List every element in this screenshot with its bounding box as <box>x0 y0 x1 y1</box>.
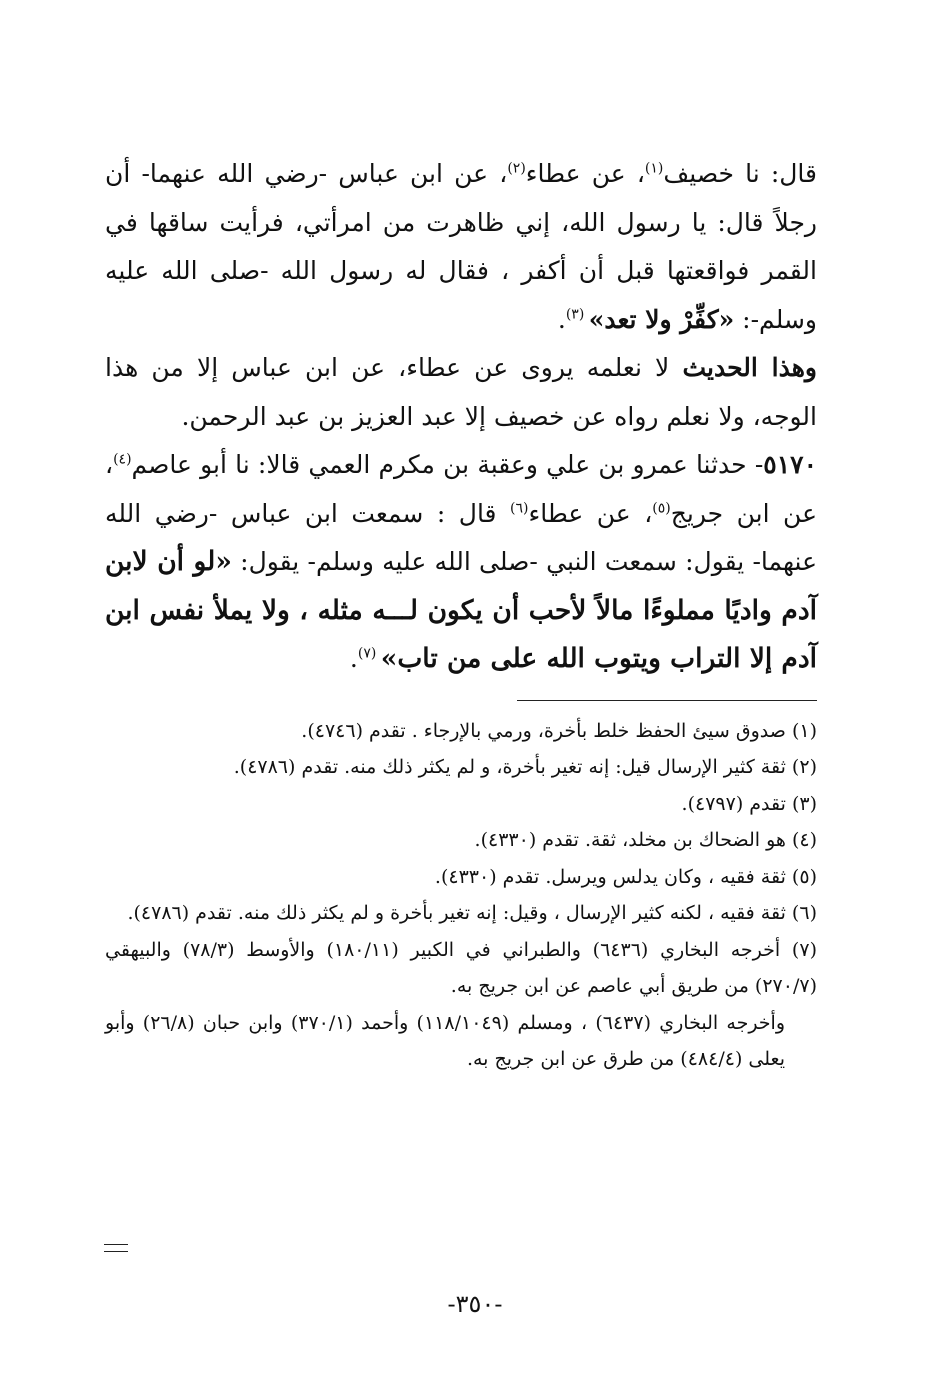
paragraph-hadith-5170 <box>105 441 817 684</box>
hadith-number: ٥١٧٠ <box>763 450 817 479</box>
footnote-3: (٣) تقدم (٤٧٩٧). <box>681 792 817 815</box>
footnote-6: (٦) ثقة فقيه ، لكنه كثير الإرسال ، وقيل: إنه تغير بأخرة و لم يكثر ذلك منه. تقدم (٤٧٨٦). <box>127 902 817 924</box>
footnote-ref[interactable]: (٣) <box>565 306 589 323</box>
text: ، عن عطاء <box>528 498 653 528</box>
footnote-4: (٤) هو الضحاك بن مخلد، ثقة. تقدم (٤٣٣٠). <box>474 829 817 851</box>
footnote-5: (٥) ثقة فقيه ، وكان يدلس ويرسل. تقدم (٤٣٣٠). <box>434 865 817 888</box>
text: . <box>557 304 566 334</box>
text: ، عن ابن جريج <box>105 450 817 528</box>
paragraph-commentary <box>105 344 817 441</box>
text: ، عن عطاء <box>525 159 645 188</box>
footnote-ref[interactable]: (١) <box>644 160 664 177</box>
footnote-7-continued: وأخرجه البخاري (٦٤٣٧) ، ومسلم (١١٨/١٠٤٩) وأحمد (٣٧٠/١) وابن حبان (٢٦/٨) وأبو يعلى (٤٨٤/٤) من طرق عن ابن جريج به. <box>105 1011 785 1070</box>
footnote-ref[interactable]: (٥) <box>652 500 671 517</box>
footnote-ref[interactable]: (٢) <box>507 160 526 177</box>
hadith-quote: «لو أن لابن آدم واديًا مملوءًا مالاً لأحب أن يكون لـــه مثله ، ولا يملأ نفس ابن آدم إلا التراب ويتوب الله على من تاب» <box>105 546 817 674</box>
text: لا نعلمه يروى عن عطاء، عن ابن عباس إلا من هذا الوجه، ولا نعلم رواه عن خصيف إلا عبد العزيز بن عبد الرحمن. <box>105 353 817 431</box>
footnote-1: (١) صدوق سيئ الحفظ خلط بأخرة، ورمي بالإرجاء . تقدم (٤٧٤٦). <box>301 719 817 742</box>
footnote-7: (٧) أخرجه البخاري (٦٤٣٦) والطبراني في الكبير (١٨٠/١١) والأوسط (٧٨/٣) والبيهقي (٢٧٠/٧) من طريق أبي عاصم عن ابن جريج به. <box>105 938 817 997</box>
footnote-separator <box>517 700 817 701</box>
footnote-2: (٢) ثقة كثير الإرسال قيل: إنه تغير بأخرة، و لم يكثر ذلك منه. تقدم (٤٧٨٦). <box>233 756 817 778</box>
text: - حدثنا عمرو بن علي وعقبة بن مكرم العمي قالا: نا أبو عاصم <box>131 450 764 479</box>
main-text <box>105 150 817 684</box>
footnote-ref[interactable]: (٤) <box>113 451 132 468</box>
continuation-mark <box>104 1244 128 1258</box>
text: . <box>349 644 358 673</box>
commentary-lead: وهذا الحديث <box>682 353 817 382</box>
paragraph-hadith-1 <box>105 150 817 344</box>
footnotes <box>105 713 817 1078</box>
text: قال : سمعت ابن عباس -رضي الله عنهما- يقول: سمعت النبي -صلى الله عليه وسلم- يقول: <box>105 498 817 576</box>
text: ، عن ابن عباس -رضي الله عنهما- أن رجلاً قال: يا رسول الله، إني ظاهرت من امرأتي، فرأيت ساقها في القمر فواقعتها قبل أن أكفر ، فقال له رسول الله -صلى الله عليه وسلم-: <box>105 159 817 334</box>
footnote-ref[interactable]: (٦) <box>510 500 529 517</box>
footnote-ref[interactable]: (٧) <box>357 645 381 662</box>
text: قال: نا خصيف <box>663 159 817 188</box>
hadith-quote: «كفِّرْ ولا تعد» <box>588 304 735 334</box>
page-body <box>105 150 817 1078</box>
page-number: -٣٥٠- <box>447 1290 503 1318</box>
